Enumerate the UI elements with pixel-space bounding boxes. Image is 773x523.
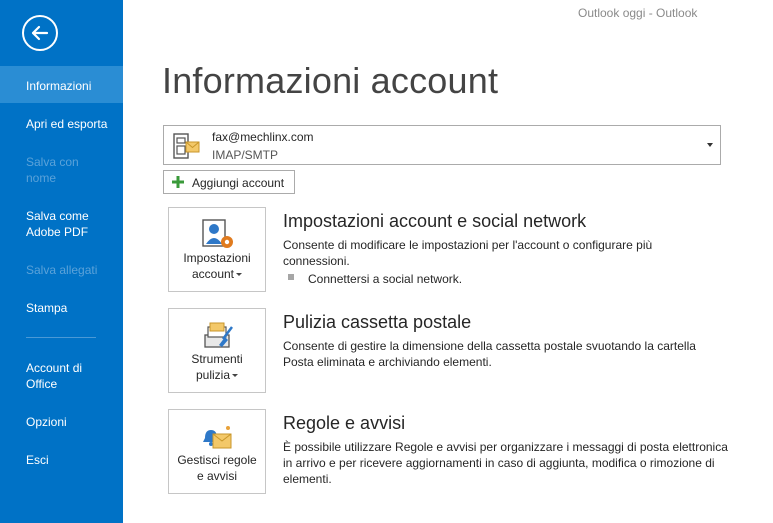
manage-rules-label: Gestisci regole e avvisi [177,453,257,483]
account-settings-label: Impostazioni account [183,251,251,281]
cleanup-tools-label: Strumenti pulizia [191,352,243,382]
chevron-down-icon [236,273,242,276]
nav-esci[interactable]: Esci [26,453,49,467]
account-card-icon [172,131,202,161]
cleanup-tools-icon [201,319,235,351]
nav-salva-adobe-pdf[interactable]: Salva come Adobe PDF [26,209,89,239]
nav-salva-allegati: Salva allegati [26,263,98,277]
nav-divider [26,337,96,338]
plus-icon [172,176,184,188]
section-title-rules: Regole e avvisi [283,413,406,433]
add-account-button[interactable] [163,170,295,194]
nav-stampa[interactable]: Stampa [26,301,68,315]
nav-salva-con-nome: Salva con nome [26,155,79,185]
page-title: Informazioni account [162,60,499,101]
account-email: fax@mechlinx.com [212,130,314,144]
back-button[interactable] [22,15,58,51]
section-desc-rules: È possibile utilizzare Regole e avvisi per organizzare i messaggi di posta elettronica in arrivo e per ricevere aggiornamenti in caso di aggiunta, modifica o rimozione di elementi. [283,440,728,486]
account-settings-button[interactable] [168,207,266,292]
nav-account-office[interactable]: Account di Office [26,361,83,391]
section-title-account-settings: Impostazioni account e social network [283,211,587,231]
manage-rules-button[interactable] [168,409,266,494]
window-title: Outlook oggi - Outlook [578,6,698,20]
cleanup-tools-button[interactable] [168,308,266,393]
section-title-cleanup: Pulizia cassetta postale [283,312,472,332]
add-account-label: Aggiungi account [192,176,285,190]
chevron-down-icon [232,374,238,377]
backstage-sidebar [0,0,123,523]
dropdown-arrow-icon [707,143,713,147]
section-desc-cleanup: Consente di gestire la dimensione della cassetta postale svuotando la cartella Posta eliminata e archiviando elementi. [283,339,696,369]
nav-opzioni[interactable]: Opzioni [26,415,67,429]
social-network-link[interactable]: Connettersi a social network. [308,272,463,286]
rules-alerts-icon [201,420,235,452]
nav-apri-esporta[interactable]: Apri ed esporta [26,117,108,131]
account-settings-icon [201,218,235,250]
section-desc-account-settings: Consente di modificare le impostazioni per l'account o configurare più connessioni. [283,238,653,268]
bullet-icon [288,274,294,280]
account-type: IMAP/SMTP [212,148,279,162]
nav-informazioni[interactable]: Informazioni [0,66,123,103]
back-arrow-icon [30,23,50,43]
account-selector[interactable] [163,125,721,165]
